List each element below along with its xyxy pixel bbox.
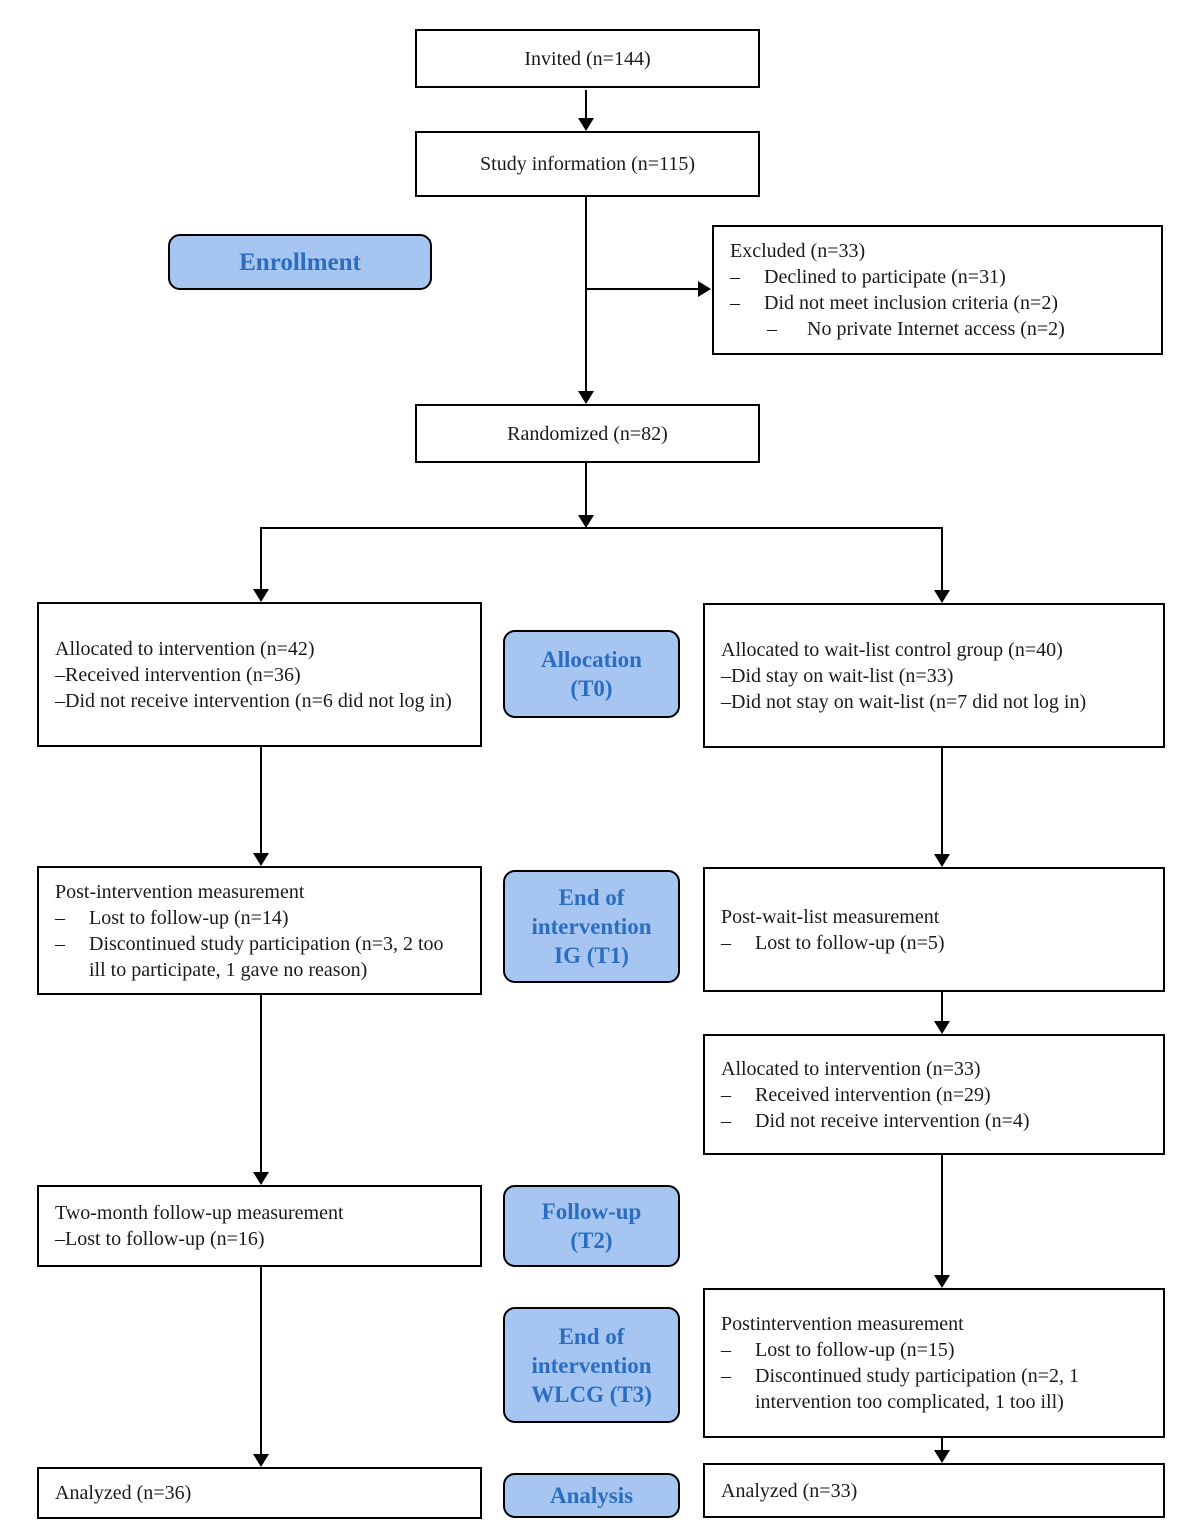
connector-line: [941, 1438, 943, 1450]
analysis-stage-text: Analysis: [549, 1483, 634, 1508]
analysis-stage-label: [503, 1473, 680, 1518]
post-intervention-title: Post-intervention measurement: [55, 880, 305, 903]
post-waitlist-measurement-box: [703, 867, 1165, 992]
two-month-followup-title: Two-month follow-up measurement: [55, 1202, 344, 1224]
end-of-intervention-wlcg-stage-label: [503, 1307, 680, 1423]
excluded-subitem: [767, 316, 1145, 342]
arrowhead-down-icon: [934, 1450, 950, 1463]
dash-bullet: –: [767, 318, 777, 340]
followup-stage-line: Follow-up: [541, 1199, 642, 1224]
connector-line: [260, 528, 262, 589]
analyzed-ig-text: Analyzed (n=36): [55, 1482, 192, 1504]
end-ig-stage-line: IG (T1): [554, 943, 629, 968]
postintervention-item-text: Lost to follow-up (n=15): [755, 1339, 955, 1361]
postintervention-item-text: Discontinued study participation (n=2, 1 intervention too complicated, 1 too ill): [755, 1365, 1080, 1413]
post-waitlist-item: [721, 930, 1147, 956]
arrowhead-down-icon: [578, 118, 594, 131]
allocation-stage-line: Allocation: [541, 647, 642, 672]
connector-line: [585, 90, 587, 120]
end-ig-stage-line: intervention: [531, 914, 652, 939]
analyzed-ig-box: [37, 1467, 482, 1519]
arrowhead-down-icon: [253, 1454, 269, 1467]
randomized-box: [415, 404, 760, 463]
excluded-item: [730, 264, 1145, 290]
end-wlcg-stage-line: WLCG (T3): [531, 1381, 652, 1407]
study-information-text: Study information (n=115): [480, 153, 695, 175]
allocation-ig-title: Allocated to intervention (n=42): [55, 637, 315, 660]
wlcg-allocation-item-text: Received intervention (n=29): [755, 1083, 991, 1106]
post-waitlist-title: Post-wait-list measurement: [721, 905, 940, 928]
dash-bullet: –: [721, 1339, 731, 1361]
dash-bullet: –: [721, 1365, 731, 1387]
dash-bullet: –: [55, 906, 65, 929]
intervention-allocation-box: [37, 602, 482, 747]
end-of-intervention-ig-stage-label: [503, 870, 680, 983]
connector-line: [941, 748, 943, 854]
dash-bullet: –: [55, 932, 65, 955]
arrowhead-down-icon: [934, 590, 950, 603]
allocation-stage-label: [503, 630, 680, 718]
wlcg-allocation-item: [721, 1082, 1147, 1108]
enrollment-stage-label: [168, 234, 432, 290]
excluded-item: [730, 290, 1145, 316]
post-intervention-item: [55, 931, 464, 983]
postintervention-measurement-box: [703, 1288, 1165, 1438]
invited-text: Invited (n=144): [524, 47, 651, 70]
wlcg-intervention-allocation-box: [703, 1034, 1165, 1155]
arrowhead-right-icon: [698, 281, 711, 297]
allocation-stage-line: (T0): [570, 676, 613, 701]
post-intervention-measurement-box: [37, 866, 482, 995]
dash-bullet: –: [730, 292, 740, 314]
post-intervention-item: [55, 905, 464, 931]
followup-stage-line: (T2): [570, 1228, 613, 1253]
wlcg-allocation-item-text: Did not receive intervention (n=4): [755, 1109, 1030, 1132]
postintervention-item: [721, 1337, 1147, 1363]
end-wlcg-stage-line: intervention: [531, 1352, 652, 1378]
postintervention-item: [721, 1363, 1147, 1415]
post-intervention-item-text: Discontinued study participation (n=3, 2 too ill to participate, 1 gave no reason): [89, 932, 444, 981]
allocation-ig-line: –Did not receive intervention (n=6 did not log in): [55, 689, 452, 712]
connector-line: [941, 1155, 943, 1275]
end-wlcg-stage-line: End of: [558, 1323, 625, 1349]
connector-line: [260, 747, 262, 853]
dash-bullet: –: [721, 1109, 731, 1132]
excluded-item-text: Did not meet inclusion criteria (n=2): [764, 292, 1058, 314]
arrowhead-down-icon: [253, 853, 269, 866]
arrowhead-down-icon: [934, 1021, 950, 1034]
dash-bullet: –: [730, 266, 740, 288]
connector-line: [260, 1267, 262, 1454]
allocation-wl-title: Allocated to wait-list control group (n=40): [721, 638, 1063, 661]
postintervention-title: Postintervention measurement: [721, 1313, 964, 1335]
study-information-box: [415, 131, 760, 197]
connector-line: [941, 992, 943, 1021]
waitlist-allocation-box: [703, 603, 1165, 748]
arrowhead-down-icon: [934, 1275, 950, 1288]
wlcg-allocation-item: [721, 1108, 1147, 1134]
invited-box: [415, 29, 760, 88]
allocation-ig-line: –Received intervention (n=36): [55, 663, 301, 686]
enrollment-stage-text: Enrollment: [239, 248, 361, 276]
arrowhead-down-icon: [934, 854, 950, 867]
wlcg-allocation-title: Allocated to intervention (n=33): [721, 1057, 981, 1080]
arrowhead-down-icon: [253, 1172, 269, 1185]
analyzed-wlcg-box: [703, 1463, 1165, 1518]
two-month-followup-box: [37, 1185, 482, 1267]
post-intervention-item-text: Lost to follow-up (n=14): [89, 906, 289, 929]
connector-line: [586, 288, 699, 290]
dash-bullet: –: [721, 1083, 731, 1106]
arrowhead-down-icon: [253, 589, 269, 602]
connector-line: [260, 527, 943, 529]
post-waitlist-item-text: Lost to follow-up (n=5): [755, 931, 945, 954]
excluded-box: [712, 225, 1163, 355]
analyzed-wlcg-text: Analyzed (n=33): [721, 1479, 858, 1502]
allocation-wl-line: –Did not stay on wait-list (n=7 did not log in): [721, 690, 1087, 713]
dash-bullet: –: [721, 931, 731, 954]
connector-line: [585, 463, 587, 515]
excluded-subitem-text: No private Internet access (n=2): [807, 318, 1065, 340]
excluded-item-text: Declined to participate (n=31): [764, 266, 1006, 288]
excluded-title: Excluded (n=33): [730, 240, 866, 262]
connector-line: [585, 197, 587, 391]
connector-line: [260, 995, 262, 1172]
randomized-text: Randomized (n=82): [507, 422, 668, 445]
end-ig-stage-line: End of: [558, 885, 625, 910]
arrowhead-down-icon: [578, 391, 594, 404]
followup-stage-label: [503, 1185, 680, 1267]
two-month-followup-line: –Lost to follow-up (n=16): [55, 1228, 265, 1250]
allocation-wl-line: –Did stay on wait-list (n=33): [721, 664, 954, 687]
connector-line: [941, 528, 943, 590]
